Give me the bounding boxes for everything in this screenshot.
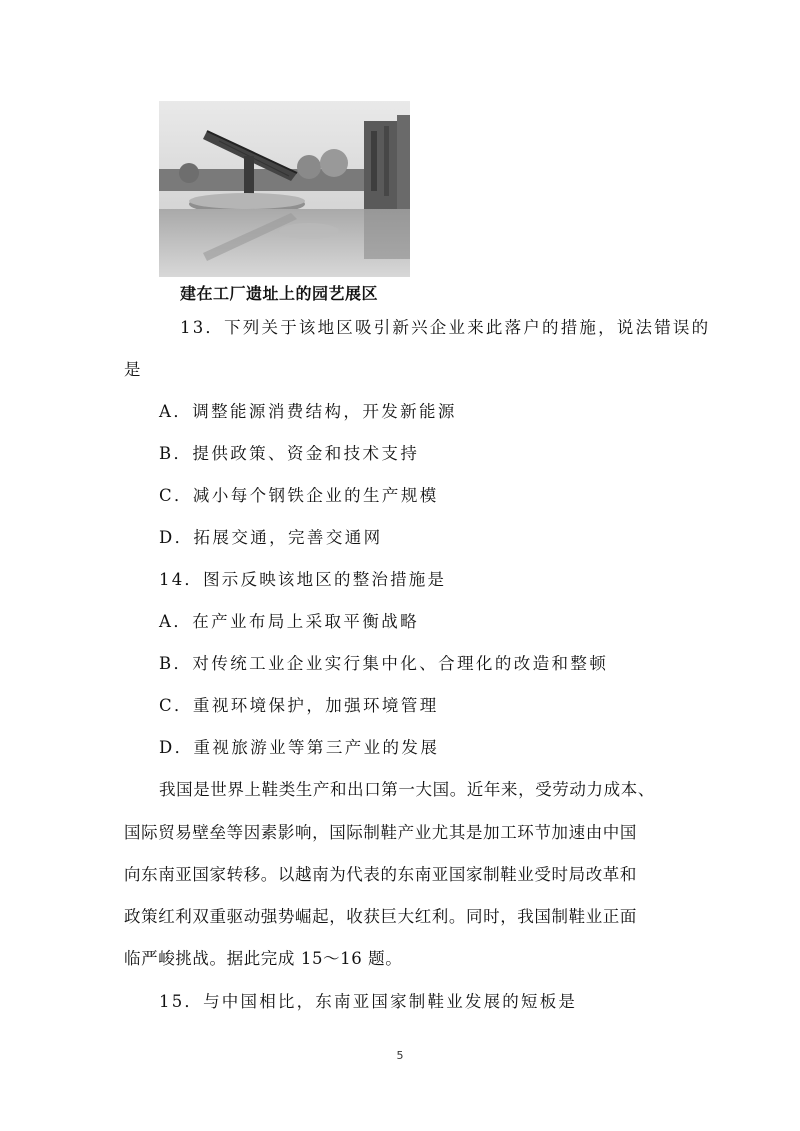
question-13-stem: 13．下列关于该地区吸引新兴企业来此落户的措施，说法错误的 xyxy=(180,318,711,337)
question-13-stem-cont: 是 xyxy=(124,360,143,379)
question-13-option-c: C．减小每个钢铁企业的生产规模 xyxy=(159,486,439,505)
question-14-option-d: D．重视旅游业等第三产业的发展 xyxy=(159,738,440,757)
question-13-option-b: B．提供政策、资金和技术支持 xyxy=(159,444,420,463)
question-13-option-d: D．拓展交通，完善交通网 xyxy=(159,528,383,547)
passage-line-2: 国际贸易壁垒等因素影响，国际制鞋产业尤其是加工环节加速由中国 xyxy=(124,823,637,842)
question-13-option-a: A．调整能源消费结构，开发新能源 xyxy=(159,402,457,421)
question-14-option-b: B．对传统工业企业实行集中化、合理化的改造和整顿 xyxy=(159,654,609,673)
industrial-garden-photo xyxy=(159,101,410,277)
question-15-stem: 15．与中国相比，东南亚国家制鞋业发展的短板是 xyxy=(159,992,578,1011)
passage-line-4: 政策红利双重驱动强势崛起，收获巨大红利。同时，我国制鞋业正面 xyxy=(124,907,637,926)
question-14-option-a: A．在产业布局上采取平衡战略 xyxy=(159,612,420,631)
figure-caption: 建在工厂遗址上的园艺展区 xyxy=(180,284,379,303)
passage-line-3: 向东南亚国家转移。以越南为代表的东南亚国家制鞋业受时局改革和 xyxy=(124,865,637,884)
passage-line-5: 临严峻挑战。据此完成 15～16 题。 xyxy=(124,949,403,968)
question-14-option-c: C．重视环境保护，加强环境管理 xyxy=(159,696,439,715)
passage-line-1: 我国是世界上鞋类生产和出口第一大国。近年来，受劳动力成本、 xyxy=(159,780,655,799)
page-number: 5 xyxy=(396,1049,404,1062)
question-14-stem: 14．图示反映该地区的整治措施是 xyxy=(159,570,447,589)
